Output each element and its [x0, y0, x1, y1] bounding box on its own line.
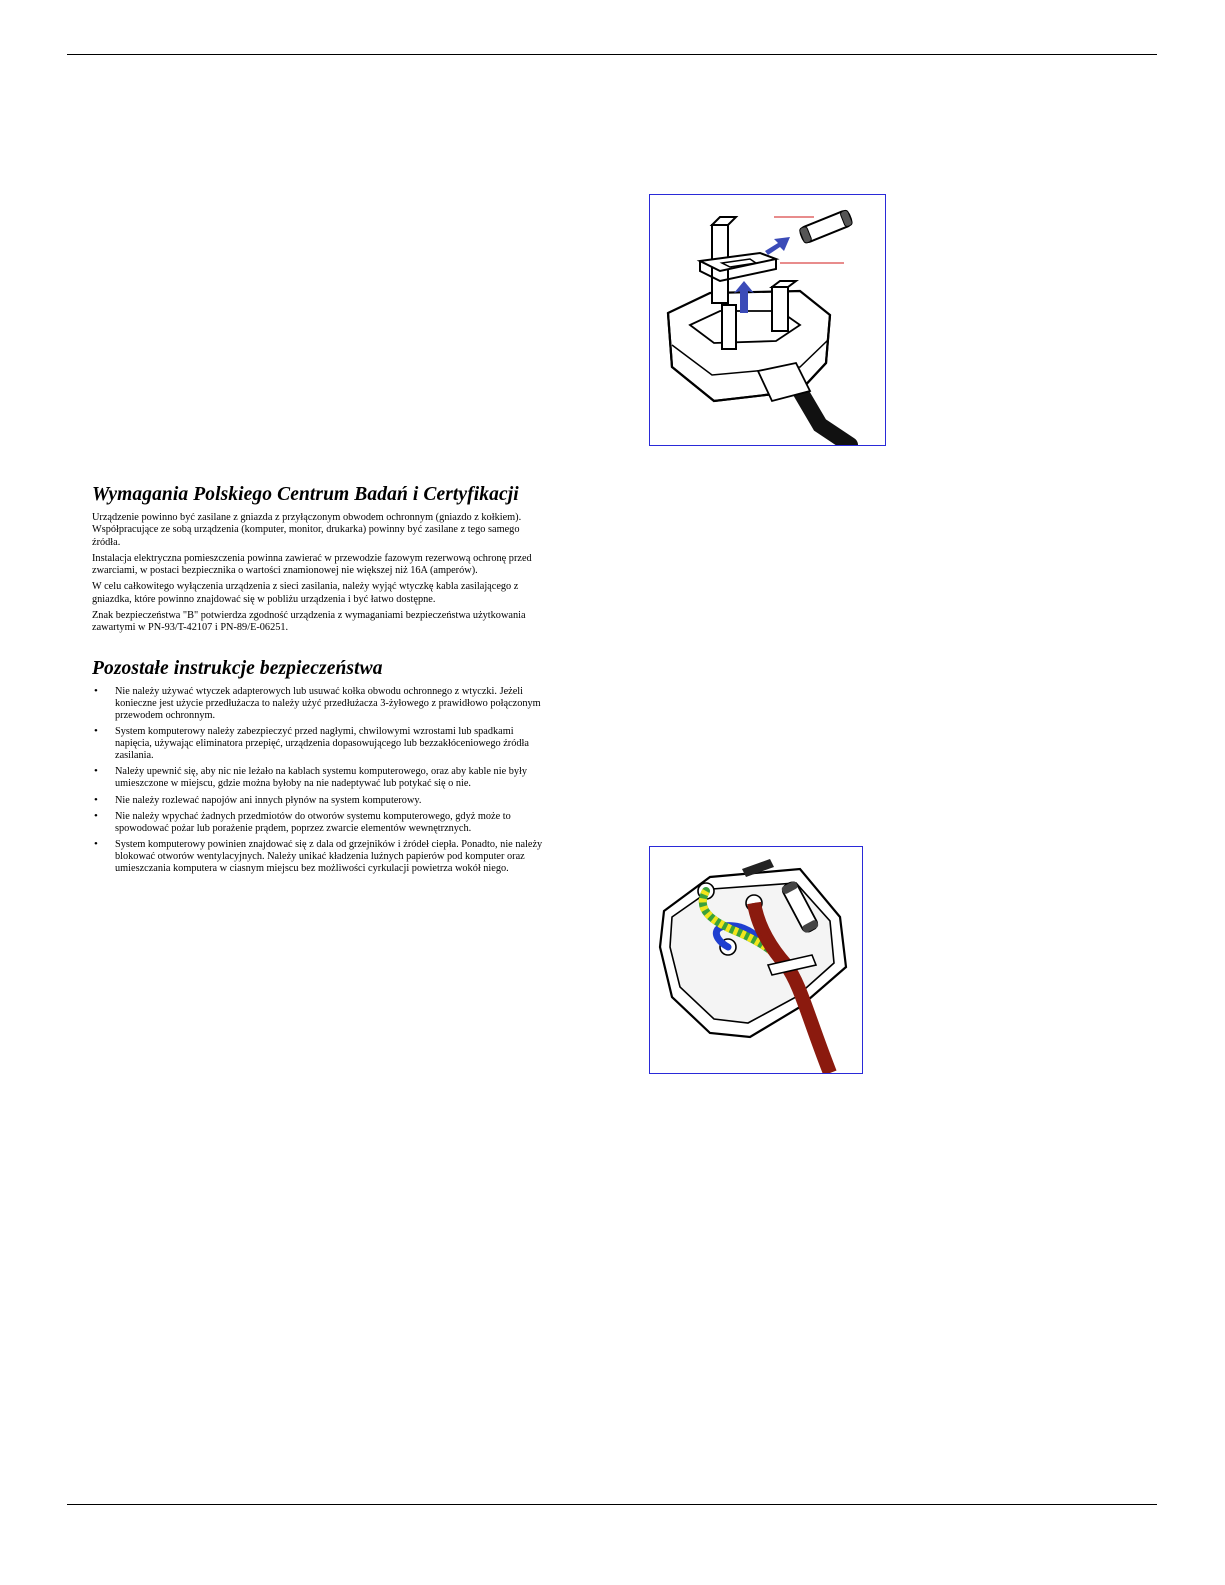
bullet-icon: •	[94, 838, 98, 851]
other-safety-heading: Pozostałe instrukcje bezpieczeństwa	[92, 658, 383, 679]
safety-item	[92, 839, 547, 875]
safety-item	[92, 726, 547, 762]
plug-wiring-icon	[650, 847, 862, 1073]
pcbc-requirements-section	[92, 484, 547, 639]
bullet-icon: •	[94, 810, 98, 823]
pcbc-heading: Wymagania Polskiego Centrum Badań i Certyfikacji	[92, 484, 519, 505]
bullet-icon: •	[94, 793, 98, 806]
bullet-icon: •	[94, 765, 98, 778]
safety-item-text: Nie należy wpychać żadnych przedmiotów do otworów systemu komputerowego, gdyż może to spowodować pożar lub porażenie prądem, poprzez zwarcie elementów wewnętrznych.	[115, 811, 511, 835]
wiring-figure	[649, 846, 863, 1074]
safety-list	[92, 686, 547, 875]
safety-item	[92, 795, 547, 807]
safety-item	[92, 766, 547, 790]
header-rule	[67, 54, 1157, 55]
safety-item-text: System komputerowy należy zabezpieczyć przed nagłymi, chwilowymi wzrostami lub spadkami napięcia, używając eliminatora przepięć, urządzenia dopasowującego lub bezzakłóceniowego źródła zasilania.	[115, 726, 529, 762]
pcbc-paragraph: Urządzenie powinno być zasilane z gniazda z przyłączonym obwodem ochronnym (gniazdo z kołkiem). Współpracujące ze sobą urządzenia (komputer, monitor, drukarka) powinny być zasilane z tego samego źródła.	[92, 512, 522, 548]
safety-item	[92, 811, 547, 835]
bullet-icon: •	[94, 725, 98, 738]
safety-item	[92, 686, 547, 722]
plug-fuse-icon	[650, 195, 885, 445]
safety-item-text: System komputerowy powinien znajdować się z dala od grzejników i źródeł ciepła. Ponadto, nie należy blokować otworów wentylacyjnych. Należy unikać kładzenia luźnych papierów pod komputer oraz umieszczania komputera w ciasnym miejscu bez możliwości cyrkulacji powietrza wokół niego.	[115, 839, 543, 875]
pcbc-paragraph: W celu całkowitego wyłączenia urządzenia z sieci zasilania, należy wyjąć wtyczkę kabla zasilającego z gniazdka, które powinno znajdować się w pobliżu urządzenia i być łatwo dostępne.	[92, 581, 519, 605]
other-safety-section	[92, 658, 547, 880]
safety-item-text: Nie należy rozlewać napojów ani innych płynów na system komputerowy.	[115, 794, 422, 806]
pcbc-paragraph: Instalacja elektryczna pomieszczenia powinna zawierać w przewodzie fazowym rezerwową ochronę przed zwarciami, w postaci bezpiecznika o wartości znamionowej nie większej niż 16A (amperów).	[92, 552, 532, 577]
footer-rule	[67, 1504, 1157, 1505]
safety-item-text: Należy upewnić się, aby nic nie leżało na kablach systemu komputerowego, oraz aby kable nie były umieszczone w miejscu, gdzie można byłoby na nie nadeptywać lub potykać się o nie.	[115, 766, 528, 790]
safety-item-text: Nie należy używać wtyczek adapterowych lub usuwać kołka obwodu ochronnego z wtyczki. Jeżeli konieczne jest użycie przedłużacza to należy użyć przedłużacza 3-żyłowego z prawidłowo połączonym przewodem ochronnym.	[115, 686, 541, 721]
pcbc-paragraph: Znak bezpieczeństwa "B" potwierdza zgodność urządzenia z wymaganiami bezpieczeństwa użytkowania zawartymi w PN-93/T-42107 i PN-89/E-06251.	[92, 610, 526, 634]
bullet-icon: •	[94, 685, 98, 697]
fuse-figure	[649, 194, 886, 446]
